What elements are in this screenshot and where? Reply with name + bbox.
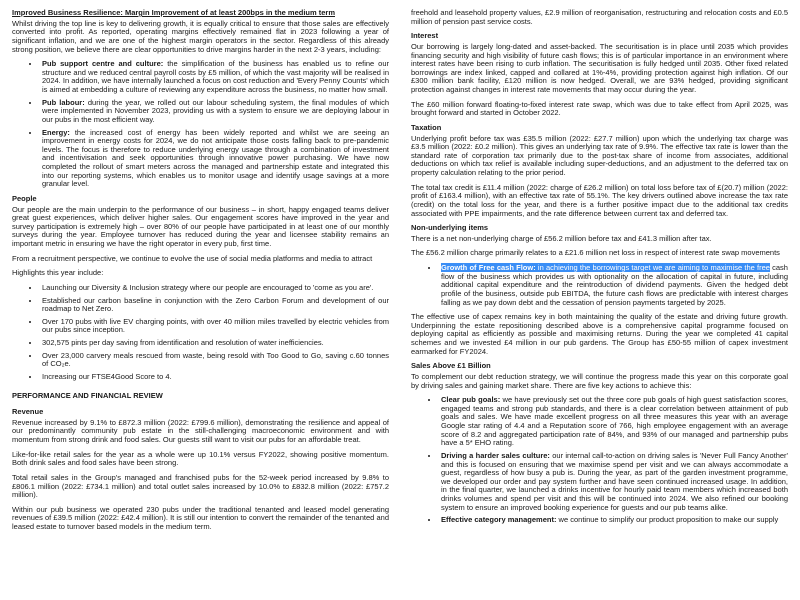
section-heading: PERFORMANCE AND FINANCIAL REVIEW <box>12 390 163 400</box>
left-column <box>12 9 389 591</box>
paragraph: From a recruitment perspective, we continue to evolve the use of social media platforms and media to attract <box>12 253 373 263</box>
right-column <box>411 9 788 591</box>
bullet-item: • Growth of Free cash Flow: in achieving the borrowings target we are aiming to maximise the free cash flow of the business which provides us with optionality on the allocation of capital in future, including additional capital expenditure and the reintroduction of dividend payments. Given the hedged debt profile of the business, outside pub EBITDA, the future cash flows are predictable with interest charges falling as we pay down debt and the cessation of pension payments targeted by 2025. <box>439 264 788 307</box>
paragraph: Revenue increased by 9.1% to £872.3 million (2022: £799.6 million), demonstrating the resilience and appeal of our predominantly community pub estate in the still-challenging macroeconomic environment and with momentum from strong drink and food sales. Our guests still want to visit our pubs for an affordable treat. <box>12 417 389 444</box>
paragraph: Within our pub business we operated 230 pubs under the traditional tenanted and leased model generating revenues of £39.5 million (2022: £42.4 million). It is still our intention to convert the remainder of the tenanted and leased estate to turnover based models in the medium term. <box>12 504 389 531</box>
bullet-item: • Launching our Diversity & Inclusion strategy where our people are encouraged to 'come as you are'. <box>40 284 389 293</box>
paragraph: Underlying profit before tax was £35.5 million (2022: £27.7 million) upon which the underlying tax charge was £3.5 million (2022: £0.2 million). This gives an underlying tax rate of 9.9%. The effective tax rate is lower than the standard rate of corporation tax primarily due to the post-tax share of income from associates, additional deductions on which tax relief is available including super-deductions, and an adjustment to the deferred tax on property calculation relating to the prior period. <box>411 133 788 177</box>
paragraph: There is a net non-underlying charge of £56.2 million before tax and £41.3 million after tax. <box>411 233 712 243</box>
section-heading: People <box>12 193 37 203</box>
section-heading: Revenue <box>12 407 44 417</box>
bullet-lead: Energy: <box>42 127 70 137</box>
bullet-lead: Driving a harder sales culture: <box>441 450 550 460</box>
bullet-lead: Pub support centre and culture: <box>42 59 164 69</box>
paragraph: The £60 million forward floating-to-fixed interest rate swap, which was due to take effect from April 2025, was brought forward and started in October 2022. <box>411 99 788 118</box>
paragraph: The £56.2 million charge primarily relates to a £21.6 million net loss in respect of interest rate swap movements <box>411 248 780 258</box>
bullet-item: • 302,575 pints per day saving from identification and resolution of water inefficiencies. <box>40 339 389 348</box>
bullet-item: • Over 23,000 carvery meals rescued from waste, being resold with Too Good to Go, saving c.60 tonnes of CO₂e. <box>40 352 389 369</box>
section-heading: Sales Above £1 Billion <box>411 361 491 371</box>
paragraph: Highlights this year include: <box>12 268 104 278</box>
bullet-item: • Clear pub goals: we have previously set out the three core pub goals of high guest satisfaction scores, engaged teams and strong pub standards, and there is a clear correlation between attainment of pub goals and sales. We have made excellent progress on all three measures this year with an average Google star rating of 4.4 and a Reputation score of 766, high employee engagement with an average score of 8.2 and aggregated participation rate of 84%, and 93% of our managed and partnership pubs have a 5* EHO rating. <box>439 396 788 448</box>
bullet-list <box>12 60 389 189</box>
section-heading: Taxation <box>411 122 442 132</box>
bullet-lead: Growth of Free cash Flow: <box>441 263 536 272</box>
bullet-lead: Clear pub goals: <box>441 395 501 405</box>
paragraph: freehold and leasehold property values, £2.9 million of reorganisation, restructuring and relocation costs and £0.5 million of pension past service costs. <box>411 8 788 26</box>
bullet-item: • Over 170 pubs with live EV charging points, with over 40 million miles travelled by electric vehicles from our pubs since inception. <box>40 318 389 335</box>
bullet-item: • Pub support centre and culture: the simplification of the business has enabled us to refine our structure and we reduced central payroll costs by £5 million, of which the vast majority will be realised in 2024. In addition, we have internally launched a focus on cost reduction and 'Every Penny Counts' which is aimed at embedding a culture of reviewing any expenditure across the business, no matter how small. <box>40 60 389 95</box>
bullet-item: • Effective category management: we continue to simplify our product proposition to make our supply <box>439 516 788 525</box>
section-heading: Non-underlying items <box>411 223 489 233</box>
paragraph: Like-for-like retail sales for the year as a whole were up 10.1% versus FY2022, showing positive momentum. Both drink sales and food sales have been strong. <box>12 449 389 468</box>
bullet-lead: Effective category management: <box>441 515 557 525</box>
section-heading: Interest <box>411 31 439 41</box>
paragraph: Our people are the main underpin to the performance of our business – in short, happy engaged teams deliver great guest experiences, which deliver higher sales. Our engagement scores have improved in the year and survey participation is extremely high – over 80% of our people have participated in at least one of our monthly surveys during the year. Employee turnover has reduced during the year and licensee stability remains an important metric in ensuring we have the right operator in every pub, first time. <box>12 204 389 248</box>
paragraph: The effective use of capex remains key in both maintaining the quality of the estate and driving future growth. Underpinning the estate repositioning described above is a comprehensive capital programme focused on deploying capital as efficiently as possible and maximising returns. During the year we completed 41 capital schemes and we invested £4 million in our pub gardens. The Group has £50-55 million of capex investment earmarked for FY2024. <box>411 312 788 356</box>
bullet-list <box>12 284 389 382</box>
paragraph: To complement our debt reduction strategy, we will continue the progress made this year on this corporate goal by driving sales and gaining market share. There are five key actions to achieve this: <box>411 371 788 390</box>
bullet-item: • Established our carbon baseline in conjunction with the Zero Carbon Forum and development of our roadmap to Net Zero. <box>40 297 389 314</box>
bullet-item: • Driving a harder sales culture: our internal call-to-action on driving sales is 'Never Full Fancy Another' and this is focused on ensuring that we maximise spend per visit and we can always accommodate a guest, regardless of how busy a pub is. During the year, as part of the garden investment programme, we developed our order and pay system further and have seen continued increased usage. In addition, in the final quarter, we launched a drinks incentive for hourly paid team members which increased both drinks volumes and spend per visit and this will be continued into 2024. We also refined our booking system to ensure an improved booking experience for guests and our pub teams alike. <box>439 452 788 512</box>
bullet-item: • Increasing our FTSE4Good Score to 4. <box>40 373 389 382</box>
bullet-lead: Pub labour: <box>42 97 85 107</box>
bullet-item: • Energy: the increased cost of energy has been widely reported and whilst we are seeing an improvement in energy costs for 2024, we do not anticipate those costs falling back to pre-pandemic levels. The focus is therefore to reduce underlying energy usage through a combination of investment and incentivisation and seek opportunities through innovative power purchasing. We have now completed the rollout of smart meters across the managed and partnership estate and integrated this into our reporting systems, which enables us to monitor usage and identify usage savings at a more granular level. <box>40 129 389 189</box>
text-selection: Growth of Free cash Flow: in achieving the borrowings target we are aiming to maximise the free <box>441 263 770 272</box>
bullet-list <box>411 264 788 307</box>
paragraph: Whilst driving the top line is key to delivering growth, it is equally critical to ensure that those sales are effectively converted into profit. As reported, operating margins effectively remained flat in 2023 following a year of significant inflation, and we are one of the highest margin operators in the sector. Regardless of this already strong position, we believe there are clear opportunities to drive margins harder in the next 2-3 years, including: <box>12 18 389 54</box>
section-heading: Improved Business Resilience: Margin Improvement of at least 200bps in the medium term <box>12 8 336 17</box>
paragraph: Total retail sales in the Group's managed and franchised pubs for the 52-week period increased by 9.8% to £806.1 million (2022: £734.1 million) and total outlet sales increased by 10.0% to £832.8 million (2022: £757.2 million). <box>12 472 389 500</box>
bullet-list <box>411 396 788 525</box>
paragraph: The total tax credit is £11.4 million (2022: charge of £26.2 million) on total loss before tax of £(20.7) million (2022: profit of £163.4 million), with an effective tax rate of 55.1%. The key drivers outlined above increase the tax rate (credit) on the total loss for the year, and there is a further positive impact due to the additional tax credits associated with PPE impairments, and the rate difference between current tax and deferred tax. <box>411 182 788 218</box>
paragraph: Our borrowing is largely long-dated and asset-backed. The securitisation is in place until 2035 which provides financing security and high visibility of future cash flows; this is of particular importance in an environment where interest rates have been rising to curb inflation. The securitisation is fully hedged until 2035. Other fixed related borrowings are index linked, capped and collared at 1%-4%, providing protection against high inflation. Of our £300 million bank facility, £120 million is now hedged. Overall, we are 93% hedged, providing significant protection against changes in interest rate movements that may occur during the year. <box>411 41 788 94</box>
bullet-item: • Pub labour: during the year, we rolled out our labour scheduling system, the final modules of which were implemented in November 2023, providing us with a system to ensure we are deploying labour in our pubs in the most efficient way. <box>40 99 389 125</box>
